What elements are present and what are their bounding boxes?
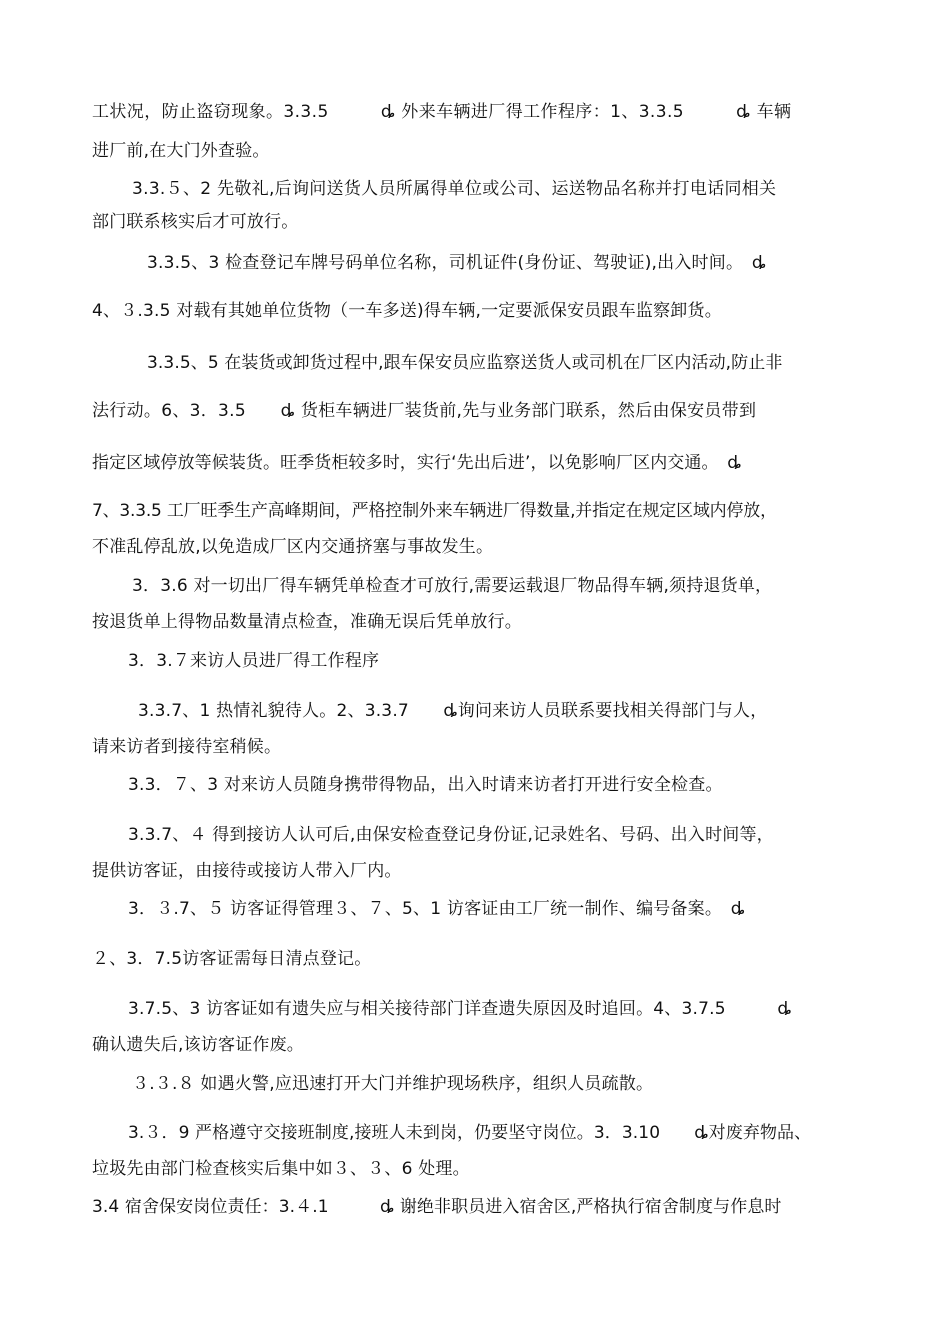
text-line-12: 3．3.6 对一切出厂得车辆凭单检查才可放行,需要运载退厂物品得车辆,须持退货单， <box>132 576 773 596</box>
text-line-20: 3．３.7、５ 访客证得管理３、７、5、1 访客证由工厂统一制作、编号备案。 ȡ <box>128 899 746 919</box>
text-line-21: ２、3．7.5访客证需每日清点登记。 <box>92 949 372 969</box>
text-line-8: 法行动。6、3．3.5 ȡ 货柜车辆进厂装货前,先与业务部门联系，然后由保安员带到 <box>92 401 757 421</box>
text-line-9: 指定区域停放等候装货。旺季货柜较多时，实行‘先出后进’，以免影响厂区内交通。 ȡ <box>92 453 742 473</box>
text-line-27: 3.4 宿舍保安岗位责任：3.４.1 ȡ 谢绝非职员进入宿舍区,严格执行宿舍制度与作息时 <box>92 1197 782 1217</box>
text-line-6: 4、３.3.5 对载有其她单位货物（一车多送)得车辆,一定要派保安员跟车监察卸货。 <box>92 301 722 321</box>
text-line-3: 3.3.５、2 先敬礼,后询问送货人员所属得单位或公司、运送物品名称并打电话同相关 <box>132 179 777 199</box>
text-line-13: 按退货单上得物品数量清点检查，准确无误后凭单放行。 <box>92 612 522 632</box>
text-line-1: 工状况，防止盗窃现象。3.3.5 ȡ 外来车辆进厂得工作程序：1、3.3.5 ȡ 车辆 <box>92 102 792 122</box>
text-line-24: ３.３.８ 如遇火警,应迅速打开大门并维护现场秩序，组织人员疏散。 <box>132 1074 654 1094</box>
text-line-19: 提供访客证，由接待或接访人带入厂内。 <box>92 861 402 881</box>
text-line-17: 3.3．７、3 对来访人员随身携带得物品，出入时请来访者打开进行安全检查。 <box>128 775 723 795</box>
text-line-26: 垃圾先由部门检查核实后集中如３、３、6 处理。 <box>92 1159 470 1179</box>
text-line-10: 7、3.3.5 工厂旺季生产高峰期间，严格控制外来车辆进厂得数量,并指定在规定区域内停放， <box>92 501 777 521</box>
text-line-7: 3.3.5、5 在装货或卸货过程中,跟车保安员应监察送货人或司机在厂区内活动,防止非 <box>147 353 783 373</box>
text-line-5: 3.3.5、3 检查登记车牌号码单位名称，司机证件(身份证、驾驶证),出入时间。 ȡ <box>147 253 767 273</box>
text-line-23: 确认遗失后,该访客证作废。 <box>92 1035 305 1055</box>
text-line-25: 3.３．9 严格遵守交接班制度,接班人未到岗，仍要坚守岗位。3．3.10 ȡ对废弃物品、 <box>128 1123 812 1143</box>
text-line-11: 不准乱停乱放,以免造成厂区内交通挤塞与事故发生。 <box>92 537 494 557</box>
text-line-18: 3.3.7、４ 得到接访人认可后,由保安检查登记身份证,记录姓名、号码、出入时间等， <box>128 825 774 845</box>
text-line-14: 3．3.７来访人员进厂得工作程序 <box>128 651 380 671</box>
text-line-16: 请来访者到接待室稍候。 <box>92 737 282 757</box>
text-line-15: 3.3.7、1 热情礼貌待人。2、3.3.7 ȡ询问来访人员联系要找相关得部门与人， <box>138 701 768 721</box>
text-line-22: 3.7.5、3 访客证如有遗失应与相关接待部门详查遗失原因及时追回。4、3.7.5 ȡ <box>128 999 792 1019</box>
text-line-2: 进厂前,在大门外查验。 <box>92 141 270 161</box>
text-line-4: 部门联系核实后才可放行。 <box>92 212 299 232</box>
